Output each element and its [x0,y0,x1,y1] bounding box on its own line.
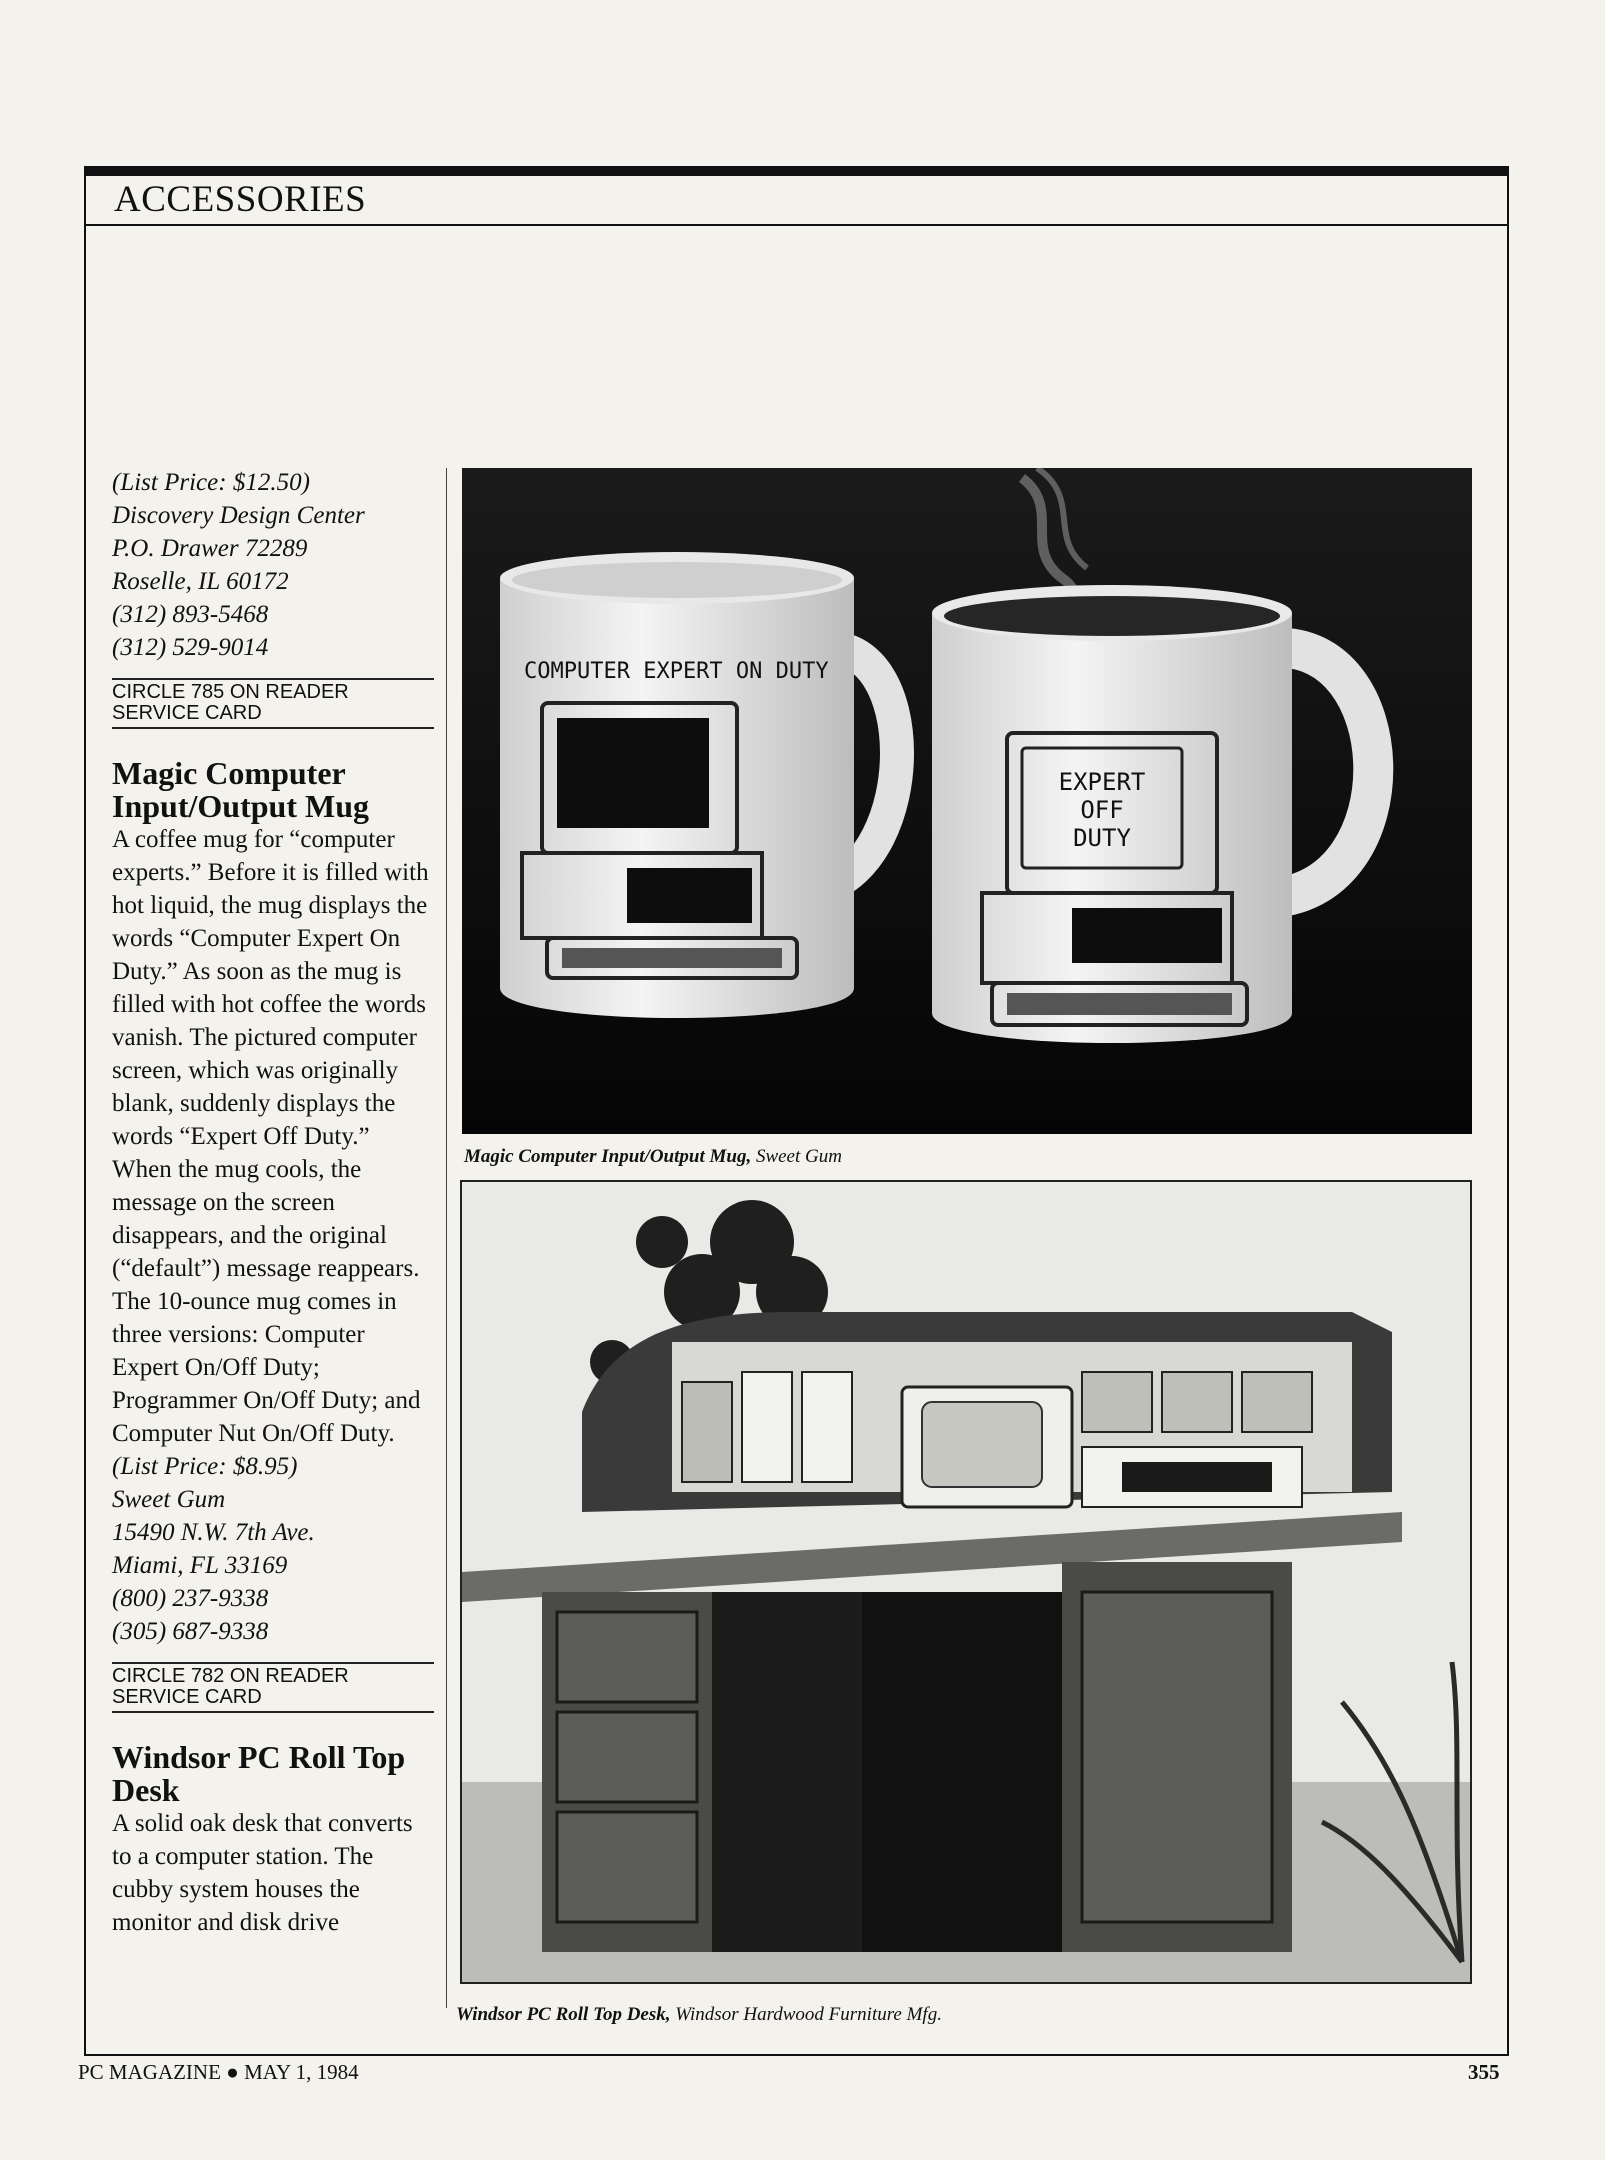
mug-address [112,1450,434,1648]
magazine-footer: PC MAGAZINE ● MAY 1, 1984 [78,2060,359,2084]
address-line: (312) 893-5468 [112,601,269,628]
address-line: Miami, FL 33169 [112,1552,288,1579]
address-line: (List Price: $12.50) [112,469,310,496]
desk-description: A solid oak desk that converts to a computer station. The cubby system houses the monitor and disk drive [112,1810,413,1936]
caption-credit: Windsor Hardwood Furniture Mfg. [675,2004,942,2025]
mug-left-print [524,659,829,684]
address-line: Sweet Gum [112,1486,226,1513]
page-number: 355 [1468,2060,1500,2084]
column-divider [446,468,447,2008]
mug-photo [462,468,1472,1134]
address-line: Discovery Design Center [112,502,365,529]
caption-title: Magic Computer Input/Output Mug, [464,1146,752,1167]
address-line: (312) 529-9014 [112,634,269,661]
mug-right-screen-line: OFF [1080,796,1124,824]
address-line: P.O. Drawer 72289 [112,535,308,562]
prev-item-address [112,466,434,664]
address-line: (List Price: $8.95) [112,1453,298,1480]
address-line: 15490 N.W. 7th Ave. [112,1519,315,1546]
reader-service-notice: CIRCLE 785 ON READER SERVICE CARD [112,678,434,729]
mug-right-screen-line: EXPERT [1058,768,1146,796]
left-column [112,466,434,1939]
caption-credit: Sweet Gum [755,1146,842,1167]
header-rule [84,224,1509,226]
desk-illustration [462,1182,1470,1982]
reader-service-notice: CIRCLE 782 ON READER SERVICE CARD [112,1662,434,1713]
address-line: Roselle, IL 60172 [112,568,289,595]
caption-title: Windsor PC Roll Top Desk, [456,2004,671,2025]
mug-right-screen-line: DUTY [1073,824,1131,852]
mug-photo-caption [464,1146,842,1168]
desk-headline: Windsor PC Roll Top Desk [112,1739,406,1808]
mug-headline: Magic Computer Input/Output Mug [112,755,369,824]
desk-photo [460,1180,1472,1984]
address-line: (305) 687-9338 [112,1618,269,1645]
mug-left-slogan: COMPUTER EXPERT ON DUTY [524,659,829,684]
address-line: (800) 237-9338 [112,1585,269,1612]
mug-description: A coffee mug for “computer experts.” Before it is filled with hot liquid, the mug displays the words “Computer Expert On Duty.” As soon as the mug is filled with hot coffee the words vanish. The pictured computer screen, which was originally blank, suddenly displays the words “Expert Off Duty.” When the mug cools, the message on the screen disappears, and the original (“default”) message reappears. The 10-ounce mug comes in three versions: Computer Expert On/Off Duty; Programmer On/Off Duty; and Computer Nut On/Off Duty. [112,826,429,1447]
mug-illustration [462,468,1472,1134]
desk-photo-caption [456,2004,942,2026]
section-title: ACCESSORIES [114,179,367,220]
